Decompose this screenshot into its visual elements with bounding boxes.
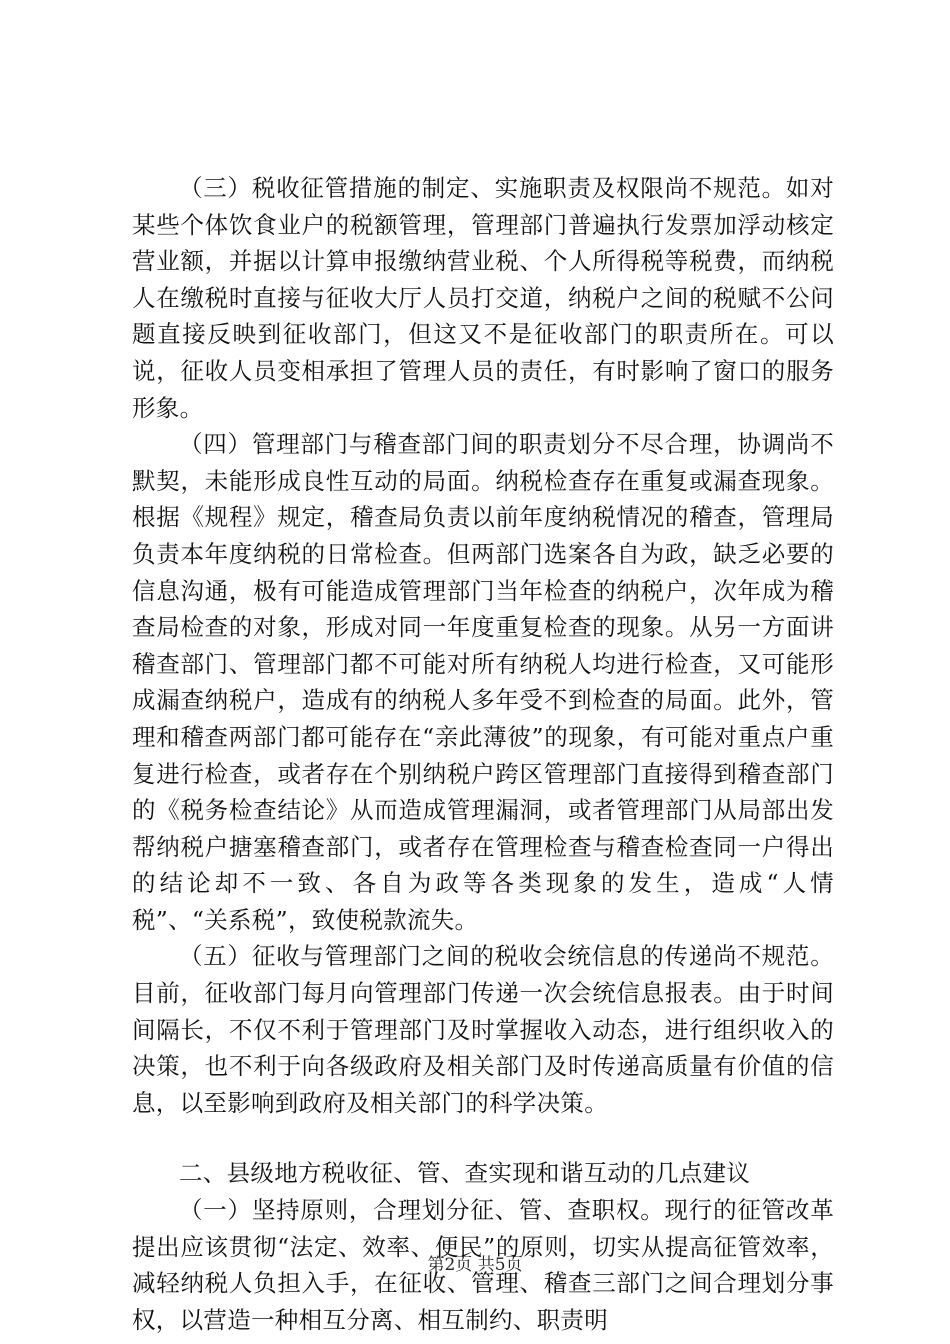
- paragraph-4: （四）管理部门与稽查部门间的职责划分不尽合理，协调尚不默契，未能形成良性互动的局面。纳税检查存在重复或漏查现象。根据《规程》规定，稽查局负责以前年度纳税情况的稽查，管理局负责本年度纳税的日常检查。但两部门选案各自为政，缺乏必要的信息沟通，极有可能造成管理部门当年检查的纳税户，次年成为稽查局检查的对象，形成对同一年度重复检查的现象。从另一方面讲稽查部门、管理部门都不可能对所有纳税人均进行检查，又可能形成漏查纳税户，造成有的纳税人多年受不到检查的局面。此外，管理和稽查两部门都可能存在“亲此薄彼”的现象，有可能对重点户重复进行检查，或者存在个别纳税户跨区管理部门直接得到稽查部门的《税务检查结论》从而造成管理漏洞，或者管理部门从局部出发帮纳税户搪塞稽查部门，或者存在管理检查与稽查检查同一户得出的结论却不一致、各自为政等各类现象的发生，造成“人情税”、“关系税”，致使税款流失。: [132, 430, 834, 934]
- paragraph-5: （五）征收与管理部门之间的税收会统信息的传递尚不规范。目前，征收部门每月向管理部门传递一次会统信息报表。由于时间间隔长，不仅不利于管理部门及时掌握收入动态，进行组织收入的决策，也不利于向各级政府及相关部门及时传递高质量有价值的信息，以至影响到政府及相关部门的科学决策。: [132, 942, 834, 1117]
- paragraph-3: （三）税收征管措施的制定、实施职责及权限尚不规范。如对某些个体饮食业户的税额管理，管理部门普遍执行发票加浮动核定营业额，并据以计算申报缴纳营业税、个人所得税等税费，而纳税人在缴税时直接与征收大厅人员打交道，纳税户之间的税赋不公问题直接反映到征收部门，但这又不是征收部门的职责所在。可以说，征收人员变相承担了管理人员的责任，有时影响了窗口的服务形象。: [132, 174, 834, 422]
- section-paragraph-1: （一）坚持原则，合理划分征、管、查职权。现行的征管改革提出应该贯彻“法定、效率、便民”的原则，切实从提高征管效率，减轻纳税人负担入手，在征收、管理、稽查三部门之间合理划分事权，以营造一种相互分离、相互制约、职责明: [132, 1196, 834, 1334]
- document-body: [132, 170, 834, 1338]
- page-footer: 第2页 共5页: [427, 1255, 523, 1275]
- section-heading: 二、县级地方税收征、管、查实现和谐互动的几点建议: [179, 1159, 751, 1188]
